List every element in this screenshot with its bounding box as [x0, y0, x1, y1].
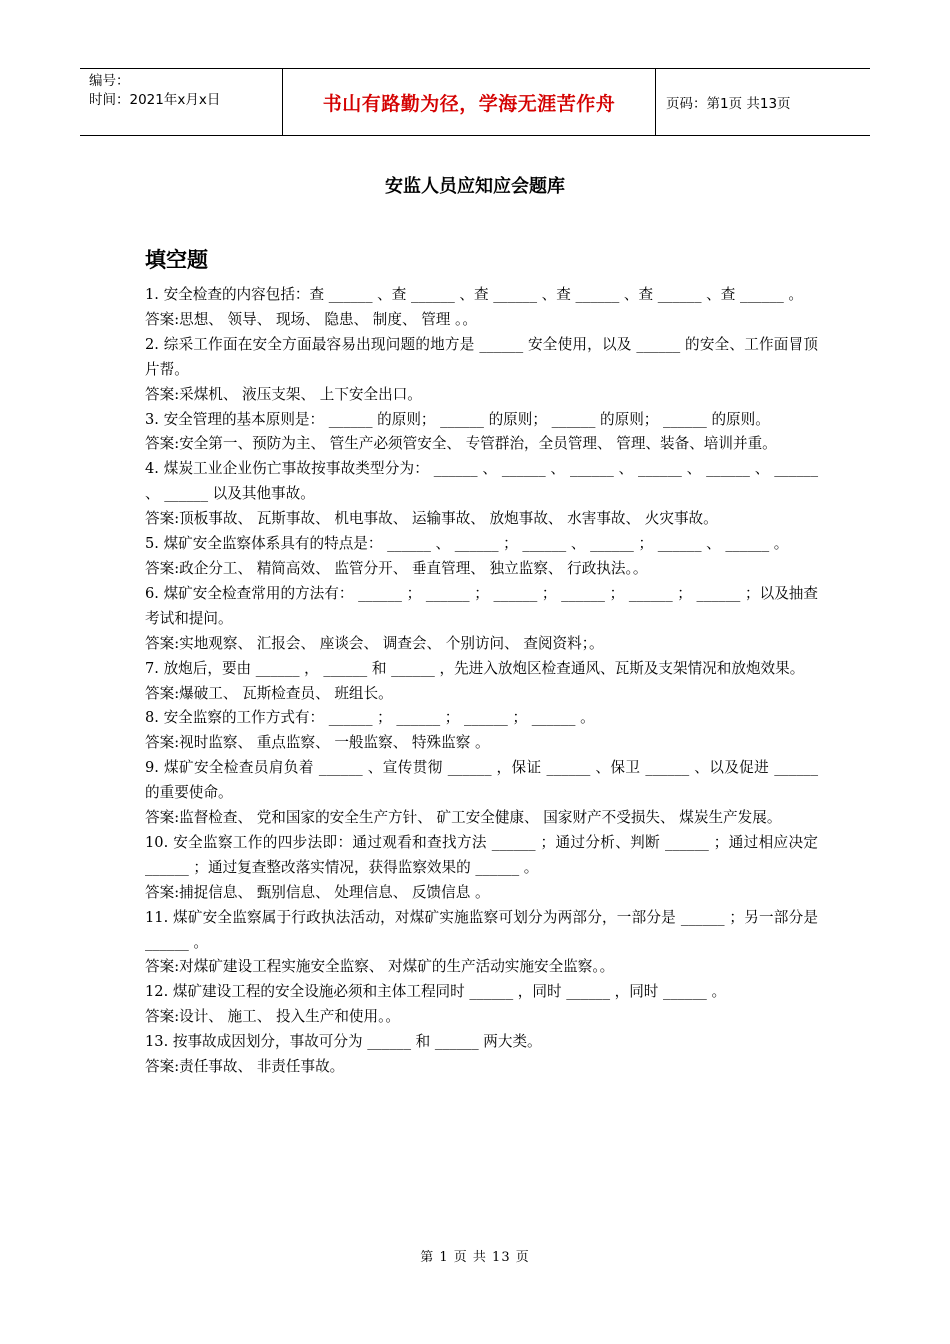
question-text: 9. 煤矿安全检查员肩负着 ______ 、宣传贯彻 ______ ，保证 ______ 、保卫 ______ 、以及促进 ______ 的重要使命。 — [145, 759, 818, 802]
question-text: 7. 放炮后，要由 ______ ， ______ 和 ______ ，先进入放炮区检查通风、瓦斯及支架情况和放炮效果。 — [145, 659, 805, 677]
header-motto: 书山有路勤为径，学海无涯苦作舟 — [282, 69, 656, 135]
document-title: 安监人员应知应会题库 — [385, 176, 565, 197]
header-page-info: 页码：第1页 共13页 — [666, 96, 791, 112]
page-footer: 第 1 页 共 13 页 — [420, 1250, 530, 1265]
answer-text: 答案:实地观察、 汇报会、 座谈会、 调查会、 个别访问、 查阅资料；。 — [145, 634, 604, 652]
question-text: 5. 煤矿安全监察体系具有的特点是： ______ 、 ______ ； ______ 、 ______ ； ______ 、 ______ 。 — [145, 535, 789, 553]
question-text: 6. 煤矿安全检查常用的方法有： ______ ； ______ ； ______ ； ______ ； ______ ； ______ ；以及抽查考试和提问。 — [145, 584, 818, 627]
page-header — [80, 68, 870, 136]
answer-text: 答案:爆破工、 瓦斯检查员、 班组长。 — [145, 684, 393, 702]
section-title: 填空题 — [145, 248, 208, 272]
answer-text: 答案:视时监察、 重点监察、 一般监察、 特殊监察 。 — [145, 734, 490, 752]
answer-text: 答案:安全第一、预防为主、 管生产必须管安全、 专管群治，全员管理、 管理、装备、培训并重。 — [145, 435, 777, 453]
document-date: 时间：2021年x月x日 — [89, 92, 221, 108]
question-text: 10. 安全监察工作的四步法即：通过观看和查找方法 ______ ；通过分析、判断 ______ ；通过相应决定 ______ ；通过复查整改落实情况，获得监察效果的 ______ 。 — [145, 833, 818, 876]
question-text: 2. 综采工作面在安全方面最容易出现问题的地方是 ______ 安全使用，以及 ______ 的安全、工作面冒顶片帮。 — [145, 335, 818, 378]
question-text: 3. 安全管理的基本原则是： ______ 的原则； ______ 的原则； ______ 的原则； ______ 的原则。 — [145, 410, 770, 428]
answer-text: 答案:政企分工、 精简高效、 监管分开、 垂直管理、 独立监察、 行政执法。。 — [145, 559, 648, 577]
question-text: 4. 煤炭工业企业伤亡事故按事故类型分为： ______ 、 ______ 、 ______ 、 ______ 、 ______ 、 ______ 、 ______ 以及其他事故。 — [145, 460, 818, 503]
question-text: 11. 煤矿安全监察属于行政执法活动，对煤矿实施监察可划分为两部分，一部分是 ______ ；另一部分是 ______ 。 — [145, 908, 818, 951]
document-number-label: 编号： — [89, 73, 130, 89]
question-text: 1. 安全检查的内容包括：查 ______ 、查 ______ 、查 ______ 、查 ______ 、查 ______ 、查 ______ 。 — [145, 286, 803, 303]
answer-text: 答案:捕捉信息、 甄别信息、 处理信息、 反馈信息 。 — [145, 883, 490, 901]
header-meta — [80, 69, 282, 135]
answer-text: 答案:思想、 领导、 现场、 隐患、 制度、 管理 。。 — [145, 310, 477, 328]
answer-text: 答案:设计、 施工、 投入生产和使用。。 — [145, 1008, 400, 1026]
answer-text: 答案:对煤矿建设工程实施安全监察、 对煤矿的生产活动实施安全监察。。 — [145, 958, 615, 976]
answer-text: 答案:监督检查、 党和国家的安全生产方针、 矿工安全健康、 国家财产不受损失、 煤炭生产发展。 — [145, 809, 782, 827]
answer-text: 答案:顶板事故、 瓦斯事故、 机电事故、 运输事故、 放炮事故、 水害事故、 火灾事故。 — [145, 510, 718, 528]
answer-text: 答案:采煤机、 液压支架、 上下安全出口。 — [145, 385, 422, 403]
question-text: 8. 安全监察的工作方式有： ______ ； ______ ； ______ ； ______ 。 — [145, 709, 595, 727]
question-list — [145, 283, 818, 1080]
answer-text: 答案:责任事故、 非责任事故。 — [145, 1058, 345, 1076]
question-text: 13. 按事故成因划分，事故可分为 ______ 和 ______ 两大类。 — [145, 1033, 542, 1051]
question-text: 12. 煤矿建设工程的安全设施必须和主体工程同时 ______ ，同时 ______ ，同时 ______ 。 — [145, 983, 727, 1001]
